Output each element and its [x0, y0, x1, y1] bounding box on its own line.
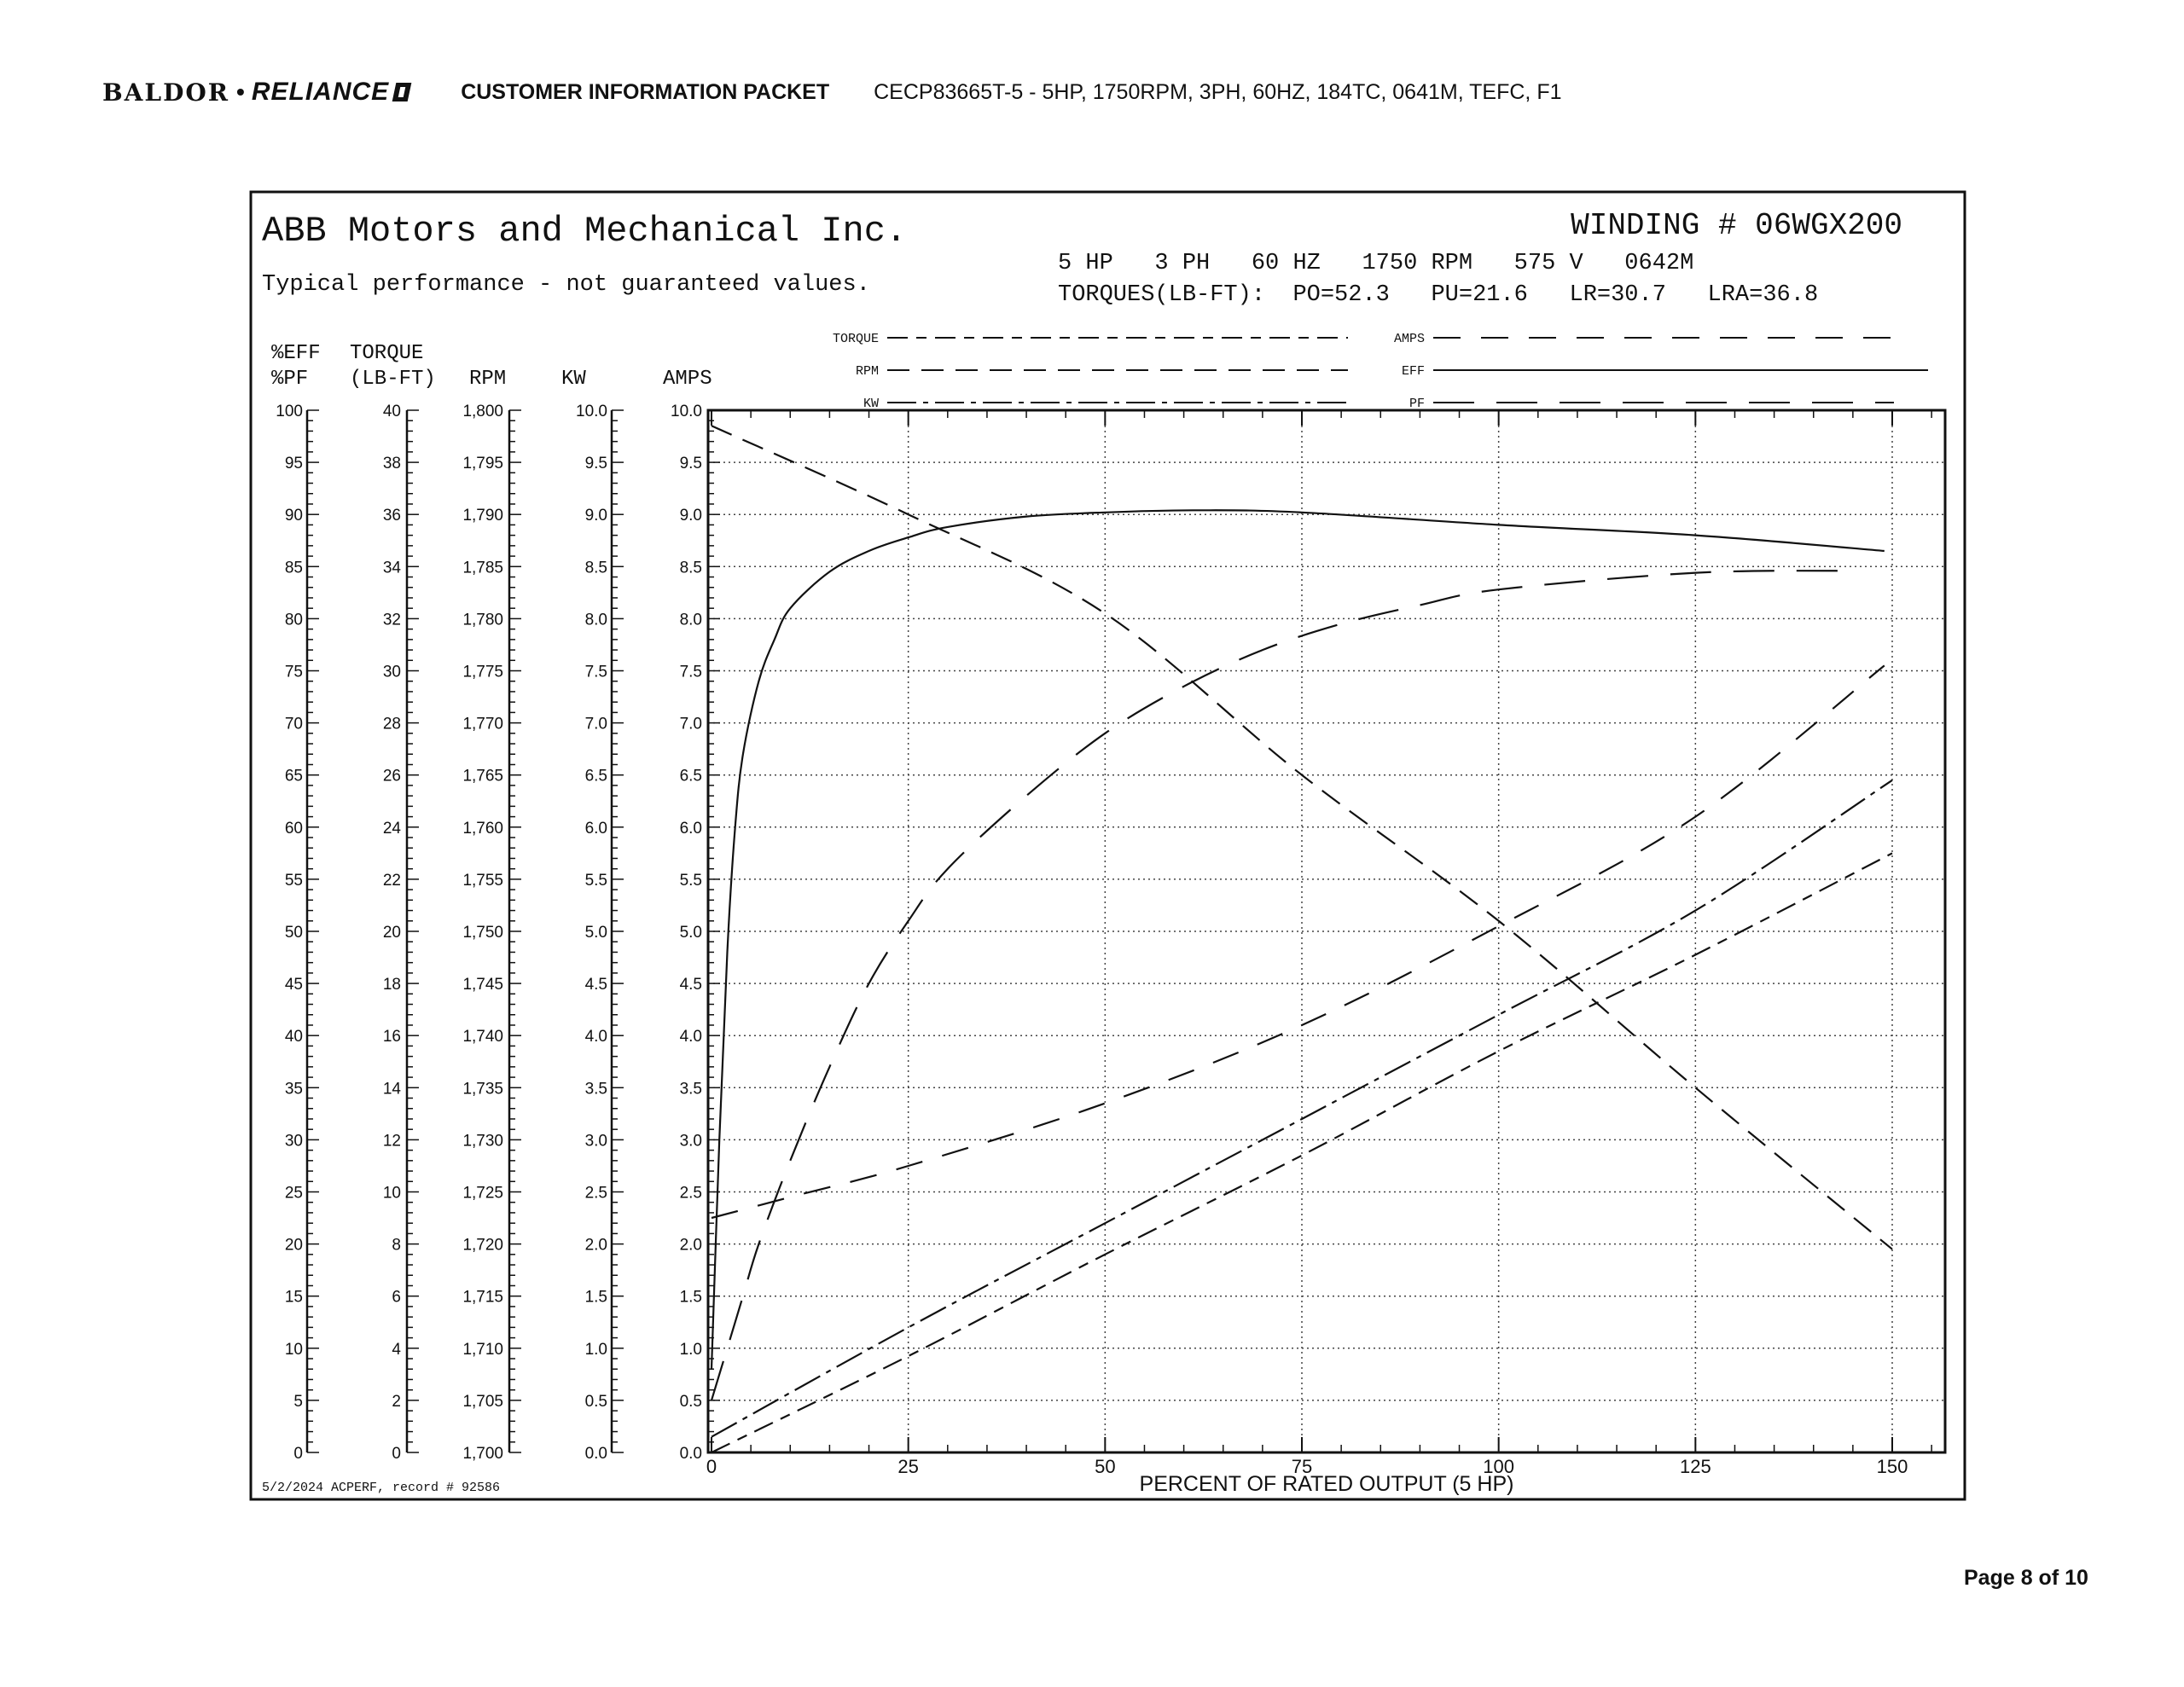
- y-tick-label-torque: 18: [382, 976, 401, 994]
- y-tick-label-rpm: 1,745: [462, 976, 503, 994]
- y-axis-title-top-effpf: %EFF: [271, 342, 321, 365]
- motor-rating: 5 HP 3 PH 60 HZ 1750 RPM 575 V 0642M: [1058, 251, 1694, 276]
- y-tick-label-rpm: 1,770: [462, 715, 503, 733]
- y-tick-label-torque: 10: [382, 1184, 401, 1203]
- y-tick-label-kw: 7.0: [584, 715, 607, 733]
- page-number: Page 8 of 10: [1964, 1566, 2088, 1590]
- winding-number: WINDING # 06WGX200: [1571, 208, 1902, 243]
- y-tick-label-rpm: 1,715: [462, 1288, 503, 1307]
- y-tick-label-torque: 28: [382, 715, 401, 733]
- y-tick-label-rpm: 1,735: [462, 1080, 503, 1099]
- y-tick-label-kw: 6.5: [584, 767, 607, 786]
- y-tick-label-torque: 0: [392, 1445, 401, 1463]
- y-tick-label-torque: 24: [382, 819, 401, 838]
- y-tick-label-amps: 3.0: [679, 1132, 702, 1151]
- y-tick-label-effpf: 100: [276, 403, 303, 420]
- x-tick-label-6: 150: [1876, 1456, 1908, 1477]
- y-tick-label-kw: 10.0: [576, 403, 607, 420]
- y-tick-label-effpf: 25: [284, 1184, 303, 1203]
- y-tick-label-kw: 2.0: [584, 1236, 607, 1255]
- y-tick-label-torque: 16: [382, 1028, 401, 1046]
- y-tick-label-rpm: 1,755: [462, 871, 503, 890]
- y-tick-label-rpm: 1,795: [462, 455, 503, 473]
- y-tick-label-torque: 12: [382, 1132, 401, 1151]
- y-tick-label-torque: 32: [382, 611, 401, 629]
- legend-label-kw: KW: [863, 397, 879, 411]
- y-tick-label-amps: 1.5: [679, 1288, 702, 1307]
- y-tick-label-effpf: 85: [284, 559, 303, 577]
- y-tick-label-effpf: 60: [284, 819, 303, 838]
- y-tick-label-torque: 6: [392, 1288, 401, 1307]
- y-tick-label-rpm: 1,800: [462, 403, 503, 420]
- y-tick-label-kw: 8.5: [584, 559, 607, 577]
- legend-label-amps: AMPS: [1393, 332, 1425, 346]
- y-tick-label-kw: 4.0: [584, 1028, 607, 1046]
- curve-pf: [712, 571, 1853, 1400]
- y-tick-label-kw: 6.0: [584, 819, 607, 838]
- y-tick-label-rpm: 1,705: [462, 1392, 503, 1411]
- y-tick-label-amps: 8.0: [679, 611, 702, 629]
- packet-title: CUSTOMER INFORMATION PACKET: [461, 79, 830, 104]
- y-tick-label-amps: 8.5: [679, 559, 702, 577]
- x-tick-label-3: 75: [1291, 1456, 1313, 1477]
- y-tick-label-torque: 30: [382, 663, 401, 681]
- y-tick-label-amps: 0.5: [679, 1392, 702, 1411]
- y-tick-label-kw: 8.0: [584, 611, 607, 629]
- y-tick-label-effpf: 40: [284, 1028, 303, 1046]
- y-tick-label-rpm: 1,785: [462, 559, 503, 577]
- grid: [708, 410, 1945, 1452]
- y-tick-label-amps: 2.0: [679, 1236, 702, 1255]
- y-tick-label-rpm: 1,730: [462, 1132, 503, 1151]
- y-tick-label-kw: 4.5: [584, 976, 607, 994]
- x-tick-label-0: 0: [706, 1456, 717, 1477]
- y-tick-label-kw: 9.5: [584, 455, 607, 473]
- y-axis-title-torque: (LB-FT): [350, 368, 436, 391]
- y-tick-label-kw: 7.5: [584, 663, 607, 681]
- y-tick-label-effpf: 5: [293, 1392, 303, 1411]
- y-tick-label-torque: 34: [382, 559, 401, 577]
- y-tick-label-kw: 5.0: [584, 924, 607, 942]
- y-axes: [271, 342, 720, 1463]
- y-tick-label-amps: 3.5: [679, 1080, 702, 1099]
- y-tick-label-rpm: 1,700: [462, 1445, 503, 1463]
- y-tick-label-amps: 7.5: [679, 663, 702, 681]
- y-tick-label-amps: 10.0: [671, 403, 702, 420]
- y-tick-label-torque: 38: [382, 455, 401, 473]
- y-tick-label-amps: 6.0: [679, 819, 702, 838]
- y-tick-label-rpm: 1,720: [462, 1236, 503, 1255]
- y-tick-label-kw: 9.0: [584, 507, 607, 525]
- brand-logo-right: RELIANCE: [251, 78, 390, 106]
- y-tick-label-amps: 4.5: [679, 976, 702, 994]
- chart-subtitle: Typical performance - not guaranteed values.: [262, 272, 870, 298]
- brand-separator: •: [236, 78, 245, 105]
- legend: [833, 332, 1928, 411]
- y-tick-label-amps: 9.5: [679, 455, 702, 473]
- y-tick-label-torque: 40: [382, 403, 401, 420]
- legend-label-eff: EFF: [1401, 364, 1425, 379]
- y-tick-label-kw: 3.5: [584, 1080, 607, 1099]
- y-tick-label-kw: 0.5: [584, 1392, 607, 1411]
- y-tick-label-torque: 2: [392, 1392, 401, 1411]
- y-tick-label-amps: 0.0: [679, 1445, 702, 1463]
- y-tick-label-amps: 4.0: [679, 1028, 702, 1046]
- y-tick-label-rpm: 1,710: [462, 1340, 503, 1359]
- y-tick-label-rpm: 1,750: [462, 924, 503, 942]
- y-tick-label-kw: 5.5: [584, 871, 607, 890]
- y-tick-label-kw: 2.5: [584, 1184, 607, 1203]
- y-tick-label-effpf: 35: [284, 1080, 303, 1099]
- curve-amps: [712, 665, 1885, 1218]
- legend-label-pf: PF: [1409, 397, 1425, 411]
- y-tick-label-torque: 4: [392, 1340, 401, 1359]
- y-tick-label-amps: 6.5: [679, 767, 702, 786]
- y-tick-label-rpm: 1,780: [462, 611, 503, 629]
- y-tick-label-effpf: 45: [284, 976, 303, 994]
- legend-label-torque: TORQUE: [832, 332, 879, 346]
- y-axis-title-effpf: %PF: [271, 368, 309, 391]
- y-tick-label-effpf: 95: [284, 455, 303, 473]
- y-tick-label-effpf: 50: [284, 924, 303, 942]
- y-tick-label-kw: 3.0: [584, 1132, 607, 1151]
- y-tick-label-torque: 14: [382, 1080, 401, 1099]
- curve-eff: [712, 510, 1885, 1369]
- y-tick-label-torque: 26: [382, 767, 401, 786]
- y-tick-label-amps: 7.0: [679, 715, 702, 733]
- y-tick-label-kw: 1.5: [584, 1288, 607, 1307]
- y-tick-label-effpf: 15: [284, 1288, 303, 1307]
- y-tick-label-effpf: 65: [284, 767, 303, 786]
- y-tick-label-effpf: 70: [284, 715, 303, 733]
- y-tick-label-effpf: 20: [284, 1236, 303, 1255]
- brand-logo-left: BALDOR: [102, 78, 230, 107]
- x-tick-label-2: 50: [1095, 1456, 1116, 1477]
- y-tick-label-effpf: 55: [284, 871, 303, 890]
- x-tick-label-4: 100: [1483, 1456, 1515, 1477]
- y-tick-label-effpf: 80: [284, 611, 303, 629]
- y-tick-label-kw: 1.0: [584, 1340, 607, 1359]
- y-tick-label-rpm: 1,725: [462, 1184, 503, 1203]
- motor-torques: TORQUES(LB-FT): PO=52.3 PU=21.6 LR=30.7 LRA=36.8: [1058, 282, 1819, 308]
- x-tick-label-1: 25: [897, 1456, 919, 1477]
- x-tick-label-5: 125: [1679, 1456, 1711, 1477]
- company-name: ABB Motors and Mechanical Inc.: [262, 211, 908, 252]
- model-description: CECP83665T-5 - 5HP, 1750RPM, 3PH, 60HZ, 184TC, 0641M, TEFC, F1: [874, 79, 1562, 104]
- y-tick-label-amps: 9.0: [679, 507, 702, 525]
- y-tick-label-rpm: 1,760: [462, 819, 503, 838]
- y-axis-title-amps: AMPS: [663, 368, 712, 391]
- y-tick-label-torque: 20: [382, 924, 401, 942]
- y-tick-label-kw: 0.0: [584, 1445, 607, 1463]
- y-tick-label-effpf: 75: [284, 663, 303, 681]
- y-tick-label-rpm: 1,775: [462, 663, 503, 681]
- y-tick-label-rpm: 1,765: [462, 767, 503, 786]
- y-tick-label-torque: 36: [382, 507, 401, 525]
- y-axis-title-top-torque: TORQUE: [350, 342, 424, 365]
- y-axis-title-rpm: RPM: [469, 368, 507, 391]
- y-axis-title-kw: KW: [561, 368, 586, 391]
- y-tick-label-torque: 22: [382, 871, 401, 890]
- y-tick-label-amps: 1.0: [679, 1340, 702, 1359]
- y-tick-label-amps: 5.5: [679, 871, 702, 890]
- chart-frame: [251, 192, 1965, 1499]
- y-tick-label-effpf: 10: [284, 1340, 303, 1359]
- y-tick-label-torque: 8: [392, 1236, 401, 1255]
- x-axis-label: PERCENT OF RATED OUTPUT (5 HP): [1139, 1472, 1514, 1496]
- y-tick-label-effpf: 90: [284, 507, 303, 525]
- y-tick-label-amps: 5.0: [679, 924, 702, 942]
- legend-label-rpm: RPM: [855, 364, 879, 379]
- y-tick-label-amps: 2.5: [679, 1184, 702, 1203]
- y-tick-label-effpf: 0: [293, 1445, 303, 1463]
- record-footer: 5/2/2024 ACPERF, record # 92586: [262, 1481, 501, 1495]
- y-tick-label-rpm: 1,790: [462, 507, 503, 525]
- y-tick-label-rpm: 1,740: [462, 1028, 503, 1046]
- y-tick-label-effpf: 30: [284, 1132, 303, 1151]
